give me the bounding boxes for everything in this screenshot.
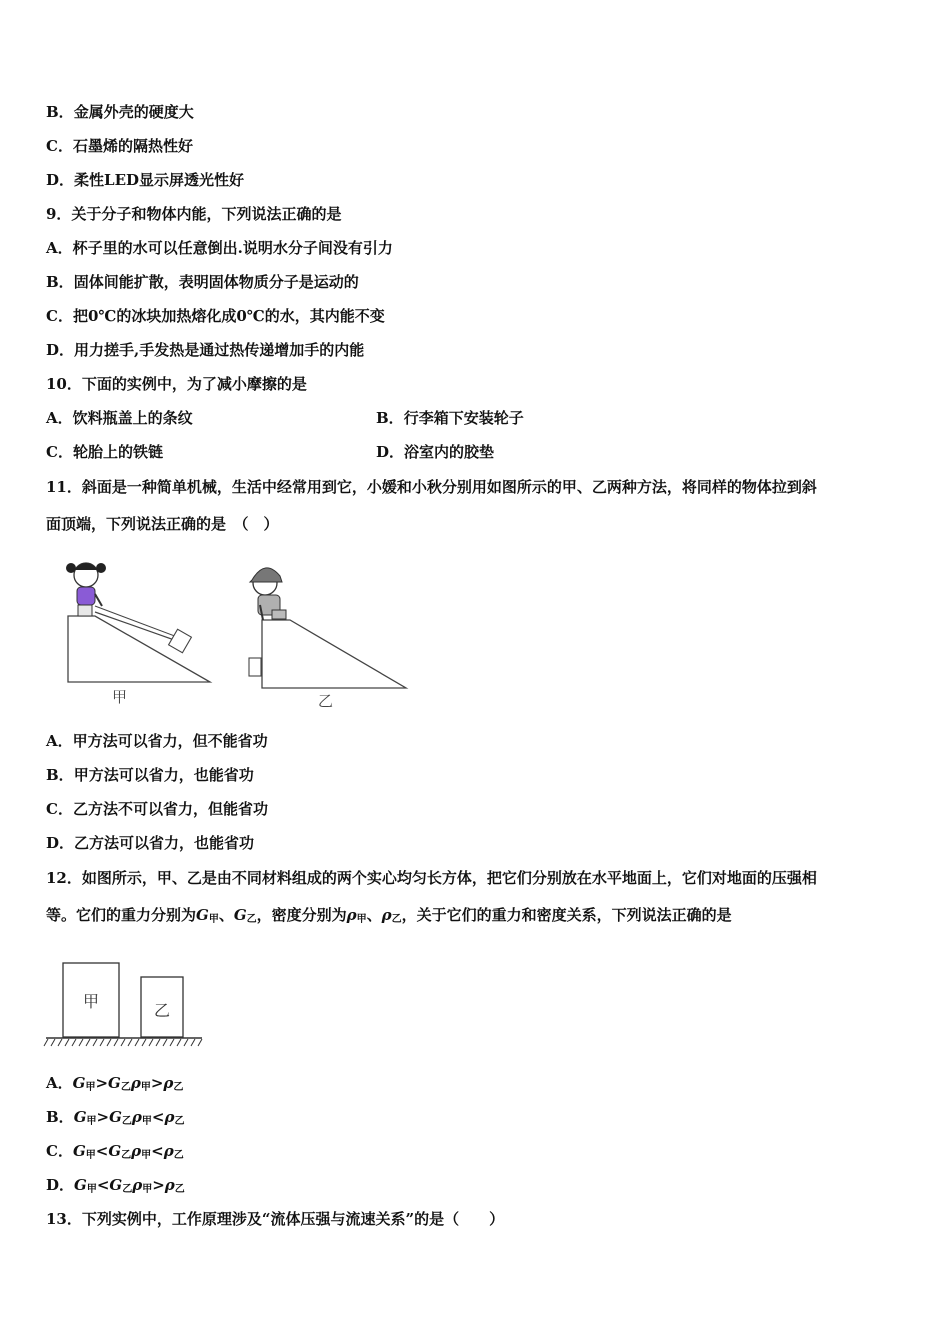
q9-option-d: D．用力搓手,手发热是通过热传递增加手的内能 bbox=[46, 341, 365, 359]
q9-stem: 9．关于分子和物体内能，下列说法正确的是 bbox=[46, 205, 342, 223]
q12-option-a: A．$G_甲>G_乙\rho_甲>\rho_乙$ bbox=[46, 1074, 184, 1093]
figure-label-jia: 甲 bbox=[112, 688, 128, 706]
q8-option-c: C．石墨烯的隔热性好 bbox=[46, 137, 193, 155]
incline-jia bbox=[66, 563, 210, 706]
q10-option-b: B．行李箱下安装轮子 bbox=[376, 409, 524, 427]
q10-option-a: A．饮料瓶盖上的条纹 bbox=[46, 409, 193, 427]
q12-option-b: B．$G_甲>G_乙\rho_甲<\rho_乙$ bbox=[46, 1108, 185, 1127]
q8-option-d: D．柔性LED显示屏透光性好 bbox=[46, 171, 245, 189]
q11-option-d: D．乙方法可以省力，也能省功 bbox=[46, 834, 255, 852]
q11-option-b: B．甲方法可以省力，也能省功 bbox=[46, 766, 254, 784]
q10-stem: 10．下面的实例中，为了减小摩擦的是 bbox=[46, 375, 307, 393]
q12-option-c: C．$G_甲<G_乙\rho_甲<\rho_乙$ bbox=[46, 1142, 184, 1161]
figure-label-yi: 乙 bbox=[318, 692, 334, 710]
q12-stem-line1: 12．如图所示，甲、乙是由不同材料组成的两个实心均匀长方体，把它们分别放在水平地面上，它们对地面的压强相 bbox=[46, 869, 817, 887]
ground-hatching bbox=[44, 1039, 202, 1046]
q10-option-c: C．轮胎上的铁链 bbox=[46, 443, 163, 461]
q9-option-b: B．固体间能扩散，表明固体物质分子是运动的 bbox=[46, 273, 359, 291]
q12-blocks-figure bbox=[44, 955, 214, 1055]
q11-stem-line2: 面顶端，下列说法正确的是 （ ） bbox=[46, 515, 279, 533]
q13-stem: 13．下列实例中，工作原理涉及“流体压强与流速关系”的是（ ） bbox=[46, 1210, 505, 1228]
q12-stem-line2: 等。它们的重力分别为$G_甲$、$G_乙$，密度分别为$\rho_甲$、$\rho_乙$，关于它们的重力和密度关系，下列说法正确的是 bbox=[46, 906, 732, 925]
boy-figure bbox=[250, 568, 286, 620]
q11-option-c: C．乙方法不可以省力，但能省功 bbox=[46, 800, 268, 818]
q11-option-a: A．甲方法可以省力，但不能省功 bbox=[46, 732, 268, 750]
block-jia-label: 甲 bbox=[83, 992, 100, 1011]
q10-option-d: D．浴室内的胶垫 bbox=[376, 443, 495, 461]
q8-option-b: B．金属外壳的硬度大 bbox=[46, 103, 194, 121]
q12-option-d: D．$G_甲<G_乙\rho_甲>\rho_乙$ bbox=[46, 1176, 185, 1195]
q9-option-c: C．把0℃的冰块加热熔化成0℃的水，其内能不变 bbox=[46, 307, 385, 325]
q11-incline-figure bbox=[60, 550, 420, 715]
block-yi-label: 乙 bbox=[154, 1001, 171, 1020]
q9-option-a: A．杯子里的水可以任意倒出.说明水分子间没有引力 bbox=[46, 239, 393, 257]
q11-stem-line1: 11．斜面是一种简单机械，生活中经常用到它，小媛和小秋分别用如图所示的甲、乙两种方法，将同样的物体拉到斜 bbox=[46, 478, 817, 496]
incline-yi bbox=[249, 568, 406, 710]
